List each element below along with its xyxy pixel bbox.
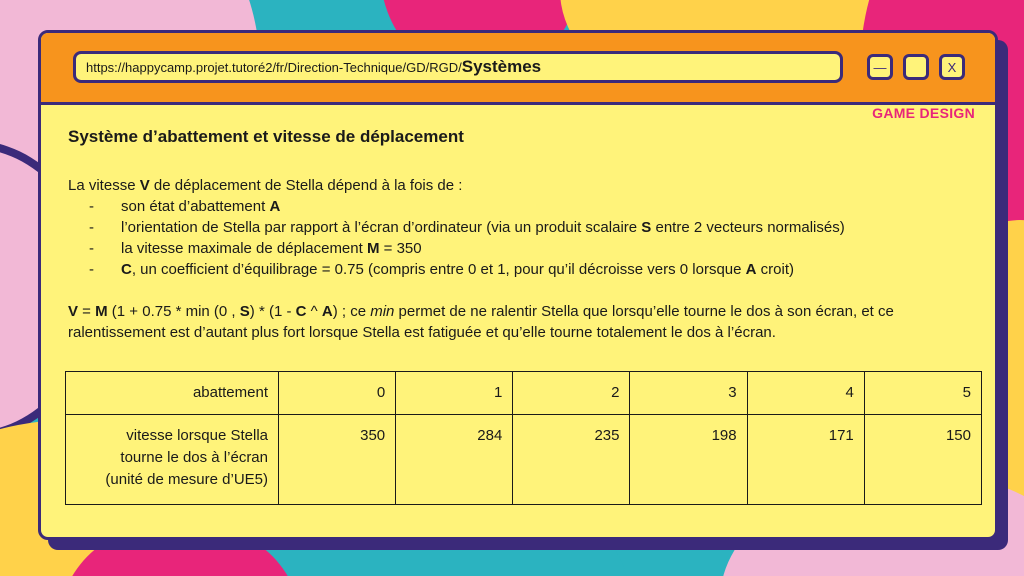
list-item bbox=[68, 196, 977, 217]
item-after: croit) bbox=[756, 261, 795, 278]
list-item bbox=[68, 259, 977, 280]
formula-eq: = bbox=[78, 303, 96, 320]
factor-list bbox=[68, 196, 977, 280]
url-prefix: https://happycamp.projet.tutoré2/fr/Direction-Technique/GD/RGD/ bbox=[86, 59, 462, 75]
table-cell: 150 bbox=[864, 415, 981, 505]
row-label: abattement bbox=[66, 372, 279, 415]
formula-part: (1 + 0.75 * min (0 , bbox=[107, 303, 240, 320]
item-after: = 350 bbox=[379, 240, 422, 257]
item-var: A bbox=[745, 261, 757, 278]
table-cell: 235 bbox=[513, 415, 630, 505]
table-cell: 284 bbox=[396, 415, 513, 505]
item-var: C bbox=[121, 261, 132, 278]
section-tag: GAME DESIGN bbox=[872, 105, 975, 121]
minimize-button[interactable] bbox=[867, 54, 893, 80]
item-var: A bbox=[269, 198, 281, 215]
item-var: M bbox=[366, 240, 380, 257]
table-cell: 1 bbox=[396, 372, 513, 415]
item-var: S bbox=[641, 219, 652, 236]
minimize-icon: — bbox=[873, 59, 887, 75]
row-label bbox=[66, 415, 279, 505]
table-cell: 0 bbox=[279, 372, 396, 415]
page-title: Système d’abattement et vitesse de déplacement bbox=[68, 127, 464, 146]
table-cell: 2 bbox=[513, 372, 630, 415]
formula-c: C bbox=[295, 303, 307, 320]
intro-text bbox=[68, 175, 977, 196]
formula-part: permet de ne ralentir Stella que lorsqu’elle tourne le dos à son écran, et ce ralentissement est d’autant plus fort lorsque Stella est fatiguée et qu’elle tourne totalement le dos à l’écran. bbox=[68, 303, 894, 341]
formula-v: V bbox=[68, 303, 79, 320]
var-v: V bbox=[139, 177, 150, 194]
item-text: l’orientation de Stella par rapport à l’écran d’ordinateur (via un produit scalaire bbox=[121, 219, 642, 236]
table-row-vitesse bbox=[66, 415, 982, 505]
table-cell: 171 bbox=[747, 415, 864, 505]
list-item bbox=[68, 238, 977, 259]
intro-before: La vitesse bbox=[68, 177, 140, 194]
formula-a: A bbox=[321, 303, 333, 320]
formula-part: ^ bbox=[306, 303, 322, 320]
formula-text bbox=[68, 301, 977, 343]
item-text: son état d’abattement bbox=[121, 198, 270, 215]
url-page: Systèmes bbox=[461, 57, 542, 76]
formula-part: ) ; ce bbox=[332, 303, 371, 320]
formula-min: min bbox=[370, 303, 395, 320]
formula-s: S bbox=[239, 303, 250, 320]
page-content bbox=[68, 127, 977, 343]
browser-window bbox=[38, 30, 998, 540]
table-row-abattement bbox=[66, 372, 982, 415]
table-cell: 3 bbox=[630, 372, 747, 415]
item-after: entre 2 vecteurs normalisés) bbox=[651, 219, 845, 236]
speed-table bbox=[65, 371, 982, 505]
row-label-line: tourne le dos à l’écran bbox=[120, 449, 268, 466]
close-button[interactable] bbox=[939, 54, 965, 80]
row-label-line: vitesse lorsque Stella bbox=[126, 427, 268, 444]
table-cell: 4 bbox=[747, 372, 864, 415]
title-bar bbox=[41, 33, 995, 105]
list-item bbox=[68, 217, 977, 238]
table-cell: 198 bbox=[630, 415, 747, 505]
item-text: , un coefficient d’équilibrage = 0.75 (compris entre 0 et 1, pour qu’il décroisse vers 0 lorsque bbox=[131, 261, 746, 278]
formula-part: ) * (1 - bbox=[249, 303, 296, 320]
table-cell: 5 bbox=[864, 372, 981, 415]
close-icon: X bbox=[947, 59, 957, 75]
table-cell: 350 bbox=[279, 415, 396, 505]
address-bar[interactable] bbox=[73, 51, 843, 83]
formula-m: M bbox=[95, 303, 108, 320]
item-text: la vitesse maximale de déplacement bbox=[121, 240, 367, 257]
intro-after: de déplacement de Stella dépend à la fois de : bbox=[149, 177, 463, 194]
row-label-line: (unité de mesure d’UE5) bbox=[105, 471, 268, 488]
maximize-button[interactable] bbox=[903, 54, 929, 80]
